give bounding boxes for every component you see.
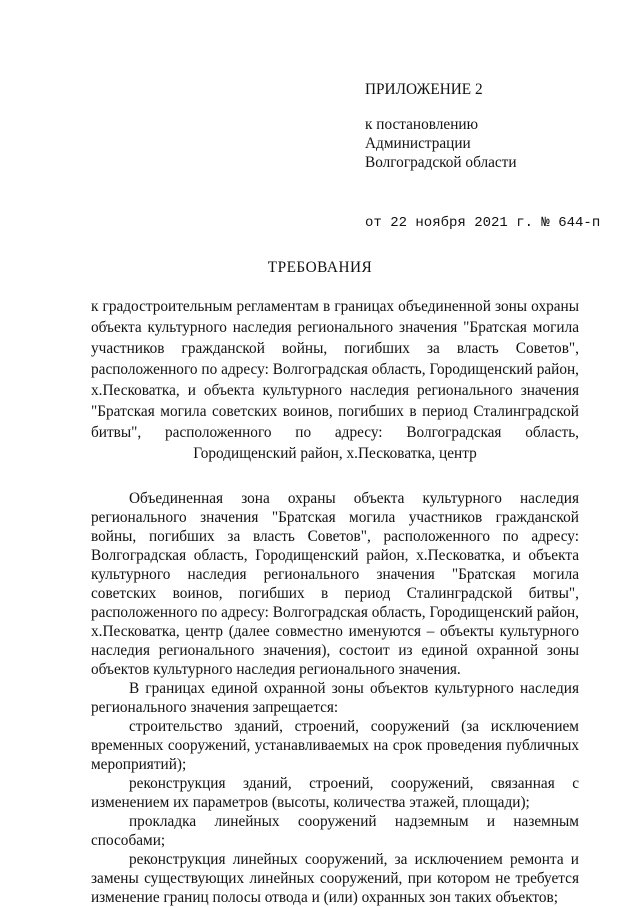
- document-title: ТРЕБОВАНИЯ: [267, 259, 373, 276]
- document-subtitle: к градостроительным регламентам в границах объединенной зоны охраны объекта культурного наследия регионального значения "Братская могила участников гражданской войны, погибших за власть Советов", расположенного по адресу: Волгоградская область, Городищенский район, х.Песковатка, и объекта культурного наследия регионального значения "Братская могила советских воинов, погибших в период Сталинградской битвы", расположенного по адресу: Волгоградская область, Городищенский район, х.Песковатка, центр: [91, 298, 579, 462]
- body-paragraph-2: В границах единой охранной зоны объектов культурного наследия регионального значения запрещается:: [91, 680, 579, 716]
- appendix-line-1: к постановлению: [365, 116, 479, 133]
- body-paragraph-1: Объединенная зона охраны объекта культурного наследия регионального значения "Братская могила участников гражданской войны, погибших за власть Советов", расположенного по адресу: Волгоградская область, Городищенский район, х.Песковатка, и объекта культурного наследия регионального значения "Братская могила советских воинов, погибших в период Сталинградской битвы", расположенного по адресу: Волгоградская область, Городищенский район, х.Песковатка, центр (далее совместно именуются – объекты культурного наследия регионального значения), состоит из единой охранной зоны объектов культурного наследия регионального значения.: [91, 490, 579, 678]
- appendix-block: [365, 80, 605, 233]
- appendix-line-2: Администрации: [365, 135, 471, 152]
- body-paragraph-3: строительство зданий, строений, сооружений (за исключением временных сооружений, устанавливаемых на срок проведения публичных мероприятий);: [91, 718, 579, 773]
- decree-date: от 22 ноября 2021 г. № 644-п: [365, 215, 601, 231]
- appendix-label: ПРИЛОЖЕНИЕ 2: [365, 81, 483, 98]
- body-paragraph-5: прокладка линейных сооружений надземным и наземным способами;: [91, 813, 579, 849]
- appendix-line-3: Волгоградской области: [365, 154, 517, 171]
- document-body: [91, 489, 579, 907]
- body-paragraph-4: реконструкция зданий, строений, сооружений, связанная с изменением их параметров (высоты, количества этажей, площади);: [91, 775, 579, 811]
- body-paragraph-6: реконструкция линейных сооружений, за исключением ремонта и замены существующих линейных сооружений, при котором не требуется изменение границ полосы отвода и (или) охранных зон таких объектов;: [91, 851, 579, 906]
